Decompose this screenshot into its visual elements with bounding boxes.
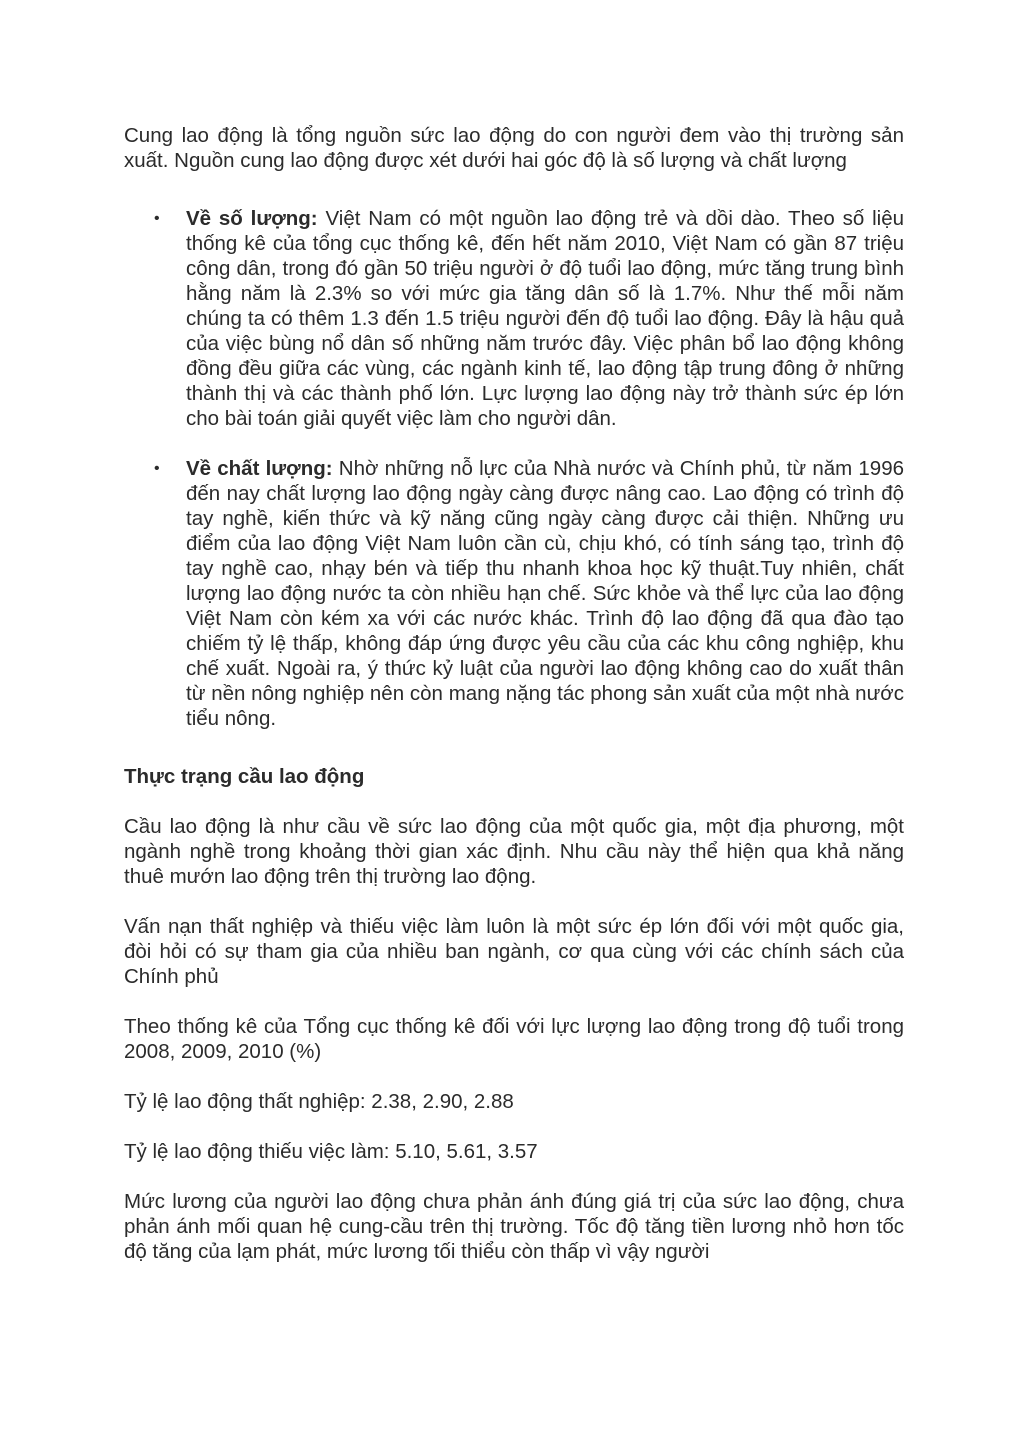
intro-paragraph: Cung lao động là tổng nguồn sức lao động do con người đem vào thị trường sản xuất. Nguồn cung lao động được xét dưới hai góc độ là số lượng và chất lượng [124, 124, 904, 172]
bullet-text: Nhờ những nỗ lực của Nhà nước và Chính phủ, từ năm 1996 đến nay chất lượng lao động ngày càng được nâng cao. Lao động có trình độ tay nghề, kiến thức và kỹ năng cũng ngày càng được cải thiện. Những ưu điểm của lao động Việt Nam luôn cần cù, chịu khó, có tính sáng tạo, trình độ tay nghề cao, nhạy bén và tiếp thu nhanh khoa học kỹ thuật.Tuy nhiên, chất lượng lao động nước ta còn nhiều hạn chế. Sức khỏe và thể lực của lao động Việt Nam còn kém xa với các nước khác. Trình độ lao động đã qua đào tạo chiếm tỷ lệ thấp, không đáp ứng được yêu cầu của các khu công nghiệp, khu chế xuất. Ngoài ra, ý thức kỷ luật của người lao động không cao do xuất thân từ nền nông nghiệp nên còn mang nặng tác phong sản xuất của một nhà nước tiểu nông. [186, 457, 904, 730]
statistics-intro-paragraph: Theo thống kê của Tổng cục thống kê đối với lực lượng lao động trong độ tuổi trong 2008, 2009, 2010 (%) [124, 1015, 904, 1063]
bullet-icon: • [154, 460, 160, 477]
bullet-text: Việt Nam có một nguồn lao động trẻ và dồi dào. Theo số liệu thống kê của tổng cục thống kê, đến hết năm 2010, Việt Nam có gần 87 triệu công dân, trong đó gần 50 triệu người ở độ tuổi lao động, mức tăng trung bình hằng năm là 2.3% so với mức gia tăng dân số là 1.7%. Như thế mỗi năm chúng ta có thêm 1.3 đến 1.5 triệu người đến độ tuổi lao động. Đây là hậu quả của việc bùng nổ dân số những năm trước đây. Việc phân bổ lao động không đồng đều giữa các vùng, các ngành kinh tế, lao động tập trung đông ở những thành thị và các thành phố lớn. Lực lượng lao động này trở thành sức ép lớn cho bài toán giải quyết việc làm cho người dân. [186, 207, 904, 430]
list-item-quality [154, 456, 904, 731]
supply-bullet-list [124, 206, 904, 731]
underemployment-rate-line: Tỷ lệ lao động thiếu việc làm: 5.10, 5.61, 3.57 [124, 1140, 538, 1163]
bullet-label: Về chất lượng: [186, 457, 333, 480]
demand-definition-paragraph: Cầu lao động là như cầu về sức lao động của một quốc gia, một địa phương, một ngành nghề trong khoảng thời gian xác định. Nhu cầu này thể hiện qua khả năng thuê mướn lao động trên thị trường lao động. [124, 815, 904, 888]
list-item-quantity [154, 206, 904, 431]
document-page [124, 123, 904, 1289]
bullet-icon: • [154, 210, 160, 227]
unemployment-pressure-paragraph: Vấn nạn thất nghiệp và thiếu việc làm luôn là một sức ép lớn đối với một quốc gia, đòi hỏi có sự tham gia của nhiều ban ngành, cơ qua cùng với các chính sách của Chính phủ [124, 915, 904, 988]
wages-paragraph: Mức lương của người lao động chưa phản ánh đúng giá trị của sức lao động, chưa phản ánh mối quan hệ cung-cầu trên thị trường. Tốc độ tăng tiền lương nhỏ hơn tốc độ tăng của lạm phát, mức lương tối thiểu còn thấp vì vậy người [124, 1190, 904, 1263]
unemployment-rate-line: Tỷ lệ lao động thất nghiệp: 2.38, 2.90, 2.88 [124, 1090, 514, 1113]
section-heading: Thực trạng cầu lao động [124, 765, 365, 788]
bullet-label: Về số lượng: [186, 207, 318, 230]
